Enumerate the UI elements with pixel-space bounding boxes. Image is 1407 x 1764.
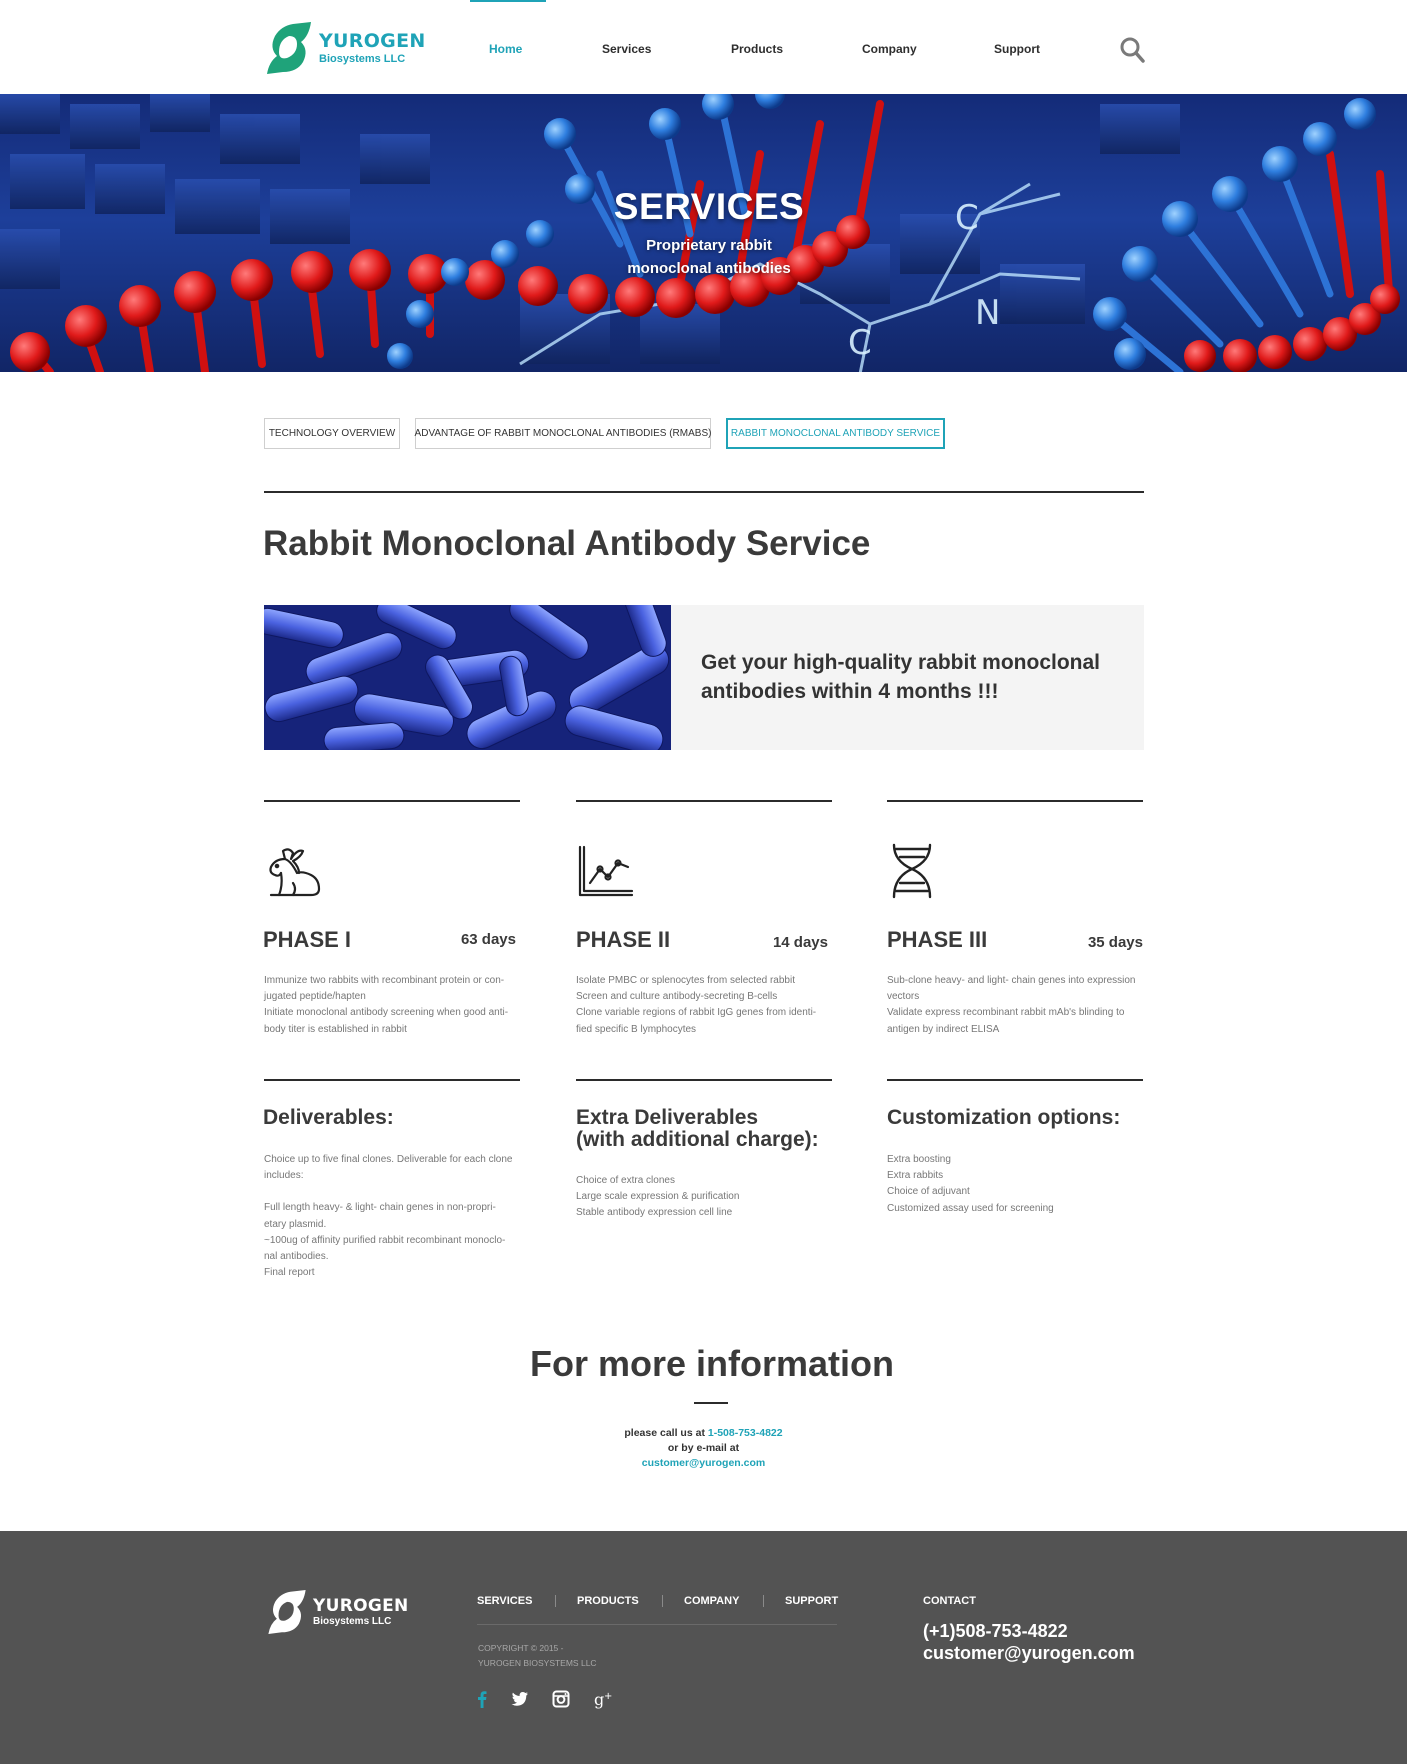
tab-rabbit-antibody-service[interactable]: RABBIT MONOCLONAL ANTIBODY SERVICE — [726, 418, 945, 449]
svg-text:C: C — [848, 323, 872, 363]
section-divider — [264, 491, 1144, 493]
customization-list: Extra boosting Extra rabbits Choice of adjuvant Customized assay used for screening — [887, 1154, 1054, 1214]
section-divider — [264, 1079, 520, 1081]
search-icon[interactable] — [1119, 36, 1145, 64]
site-footer — [0, 1531, 1407, 1764]
svg-text:g: g — [594, 1690, 605, 1709]
bacteria-image — [264, 605, 671, 750]
footer-divider — [477, 1624, 837, 1625]
copyright: COPYRIGHT © 2015 - YUROGEN BIOSYSTEMS LLC — [478, 1643, 597, 1668]
footer-nav-company[interactable]: COMPANY — [684, 1595, 740, 1607]
google-plus-icon[interactable] — [593, 1689, 613, 1709]
nav-active-indicator — [470, 0, 546, 2]
footer-nav-separator — [555, 1595, 556, 1607]
nav-home[interactable]: Home — [489, 42, 523, 56]
line-chart-icon — [574, 843, 634, 903]
contact-heading: CONTACT — [923, 1595, 976, 1607]
brand-logo[interactable] — [263, 20, 426, 76]
logo-icon — [263, 20, 315, 76]
hero-subtitle: Proprietary rabbit monoclonal antibodies — [627, 237, 791, 277]
phase-1-days: 63 days — [460, 931, 516, 948]
extra-deliverables-list: Choice of extra clones Large scale expression & purification Stable antibody expression cell line — [576, 1175, 740, 1219]
twitter-icon[interactable] — [509, 1689, 529, 1709]
phase-3-name: PHASE III — [887, 927, 988, 952]
phase-2-days: 14 days — [772, 934, 828, 951]
phase-1-name: PHASE I — [263, 927, 352, 952]
logo-subtitle: Biosystems LLC — [319, 52, 406, 65]
section-divider — [576, 1079, 832, 1081]
phase-3-days: 35 days — [1087, 934, 1143, 951]
email-link[interactable]: customer@yurogen.com — [641, 1457, 766, 1469]
phase-divider — [264, 800, 520, 802]
footer-logo[interactable] — [265, 1587, 409, 1637]
more-info-divider — [694, 1402, 728, 1404]
extra-deliverables-title: Extra Deliverables (with additional charge): — [576, 1106, 819, 1151]
dna-icon — [882, 841, 942, 901]
footer-nav-separator — [763, 1595, 764, 1607]
hero-title: SERVICES — [613, 186, 805, 227]
footer-logo-subtitle: Biosystems LLC — [313, 1615, 392, 1627]
dna-molecule-image — [0, 94, 1407, 372]
banner-callout — [671, 605, 1144, 750]
svg-text:+: + — [604, 1691, 613, 1702]
page-title: Rabbit Monoclonal Antibody Service — [263, 524, 871, 563]
facebook-icon[interactable] — [472, 1689, 492, 1709]
nav-services[interactable]: Services — [602, 42, 652, 56]
more-info-title: For more information — [529, 1343, 894, 1384]
footer-nav-services[interactable]: SERVICES — [477, 1595, 533, 1607]
banner-text: Get your high-quality rabbit monoclonal antibodies within 4 months !!! — [701, 651, 1101, 703]
instagram-icon[interactable] — [551, 1689, 571, 1709]
phase-2-description: Isolate PMBC or splenocytes from selected rabbit Screen and culture antibody-secreting B-cells Clone variable regions of rabbit IgG genes from identi- fied specific B lymphocytes — [576, 975, 817, 1035]
footer-nav-products[interactable]: PRODUCTS — [577, 1595, 639, 1607]
nav-support[interactable]: Support — [994, 42, 1040, 56]
contact-email[interactable]: customer@yurogen.com — [923, 1643, 1135, 1663]
deliverables-list: Choice up to five final clones. Deliverable for each clone includes: Full length heavy- & light- chain genes in non-propri- etary plasmid. ~100ug of affinity purified rabbit recombinant monoclo- nal antibodies. Final report — [264, 1154, 513, 1279]
phase-3-description: Sub-clone heavy- and light- chain genes into expression vectors Validate express recombinant rabbit mAb's blinding to antigen by indirect ELISA — [887, 975, 1136, 1035]
contact-phone[interactable]: (+1)508-753-4822 — [923, 1621, 1068, 1641]
logo-name: YUROGEN — [319, 29, 426, 52]
phase-divider — [576, 800, 832, 802]
logo-icon — [265, 1588, 309, 1636]
tab-technology-overview[interactable]: TECHNOLOGY OVERVIEW — [264, 418, 400, 449]
svg-text:C: C — [955, 198, 979, 238]
footer-nav-support[interactable]: SUPPORT — [785, 1595, 839, 1607]
phase-2-name: PHASE II — [576, 927, 671, 952]
phone-link[interactable]: 1-508-753-4822 — [707, 1427, 783, 1439]
customization-title: Customization options: — [887, 1106, 1121, 1129]
nav-company[interactable]: Company — [862, 42, 917, 56]
section-divider — [887, 1079, 1143, 1081]
site-header — [0, 0, 1407, 94]
rabbit-icon — [263, 843, 323, 903]
deliverables-title: Deliverables: — [263, 1106, 394, 1129]
svg-text:N: N — [975, 293, 1001, 333]
footer-logo-name: YUROGEN — [313, 1595, 409, 1616]
phase-1-description: Immunize two rabbits with recombinant protein or con- jugated peptide/hapten Initiate monoclonal antibody screening when good anti- body titer is established in rabbit — [264, 975, 509, 1035]
nav-products[interactable]: Products — [731, 42, 784, 56]
hero-banner — [0, 94, 1407, 372]
phase-divider — [887, 800, 1143, 802]
footer-nav-separator — [662, 1595, 663, 1607]
tab-advantage-rmabs[interactable]: ADVANTAGE OF RABBIT MONOCLONAL ANTIBODIES (RMABS) — [415, 418, 711, 449]
call-line: please call us at 1-508-753-4822 — [624, 1427, 783, 1439]
email-prefix: or by e-mail at — [667, 1442, 740, 1454]
